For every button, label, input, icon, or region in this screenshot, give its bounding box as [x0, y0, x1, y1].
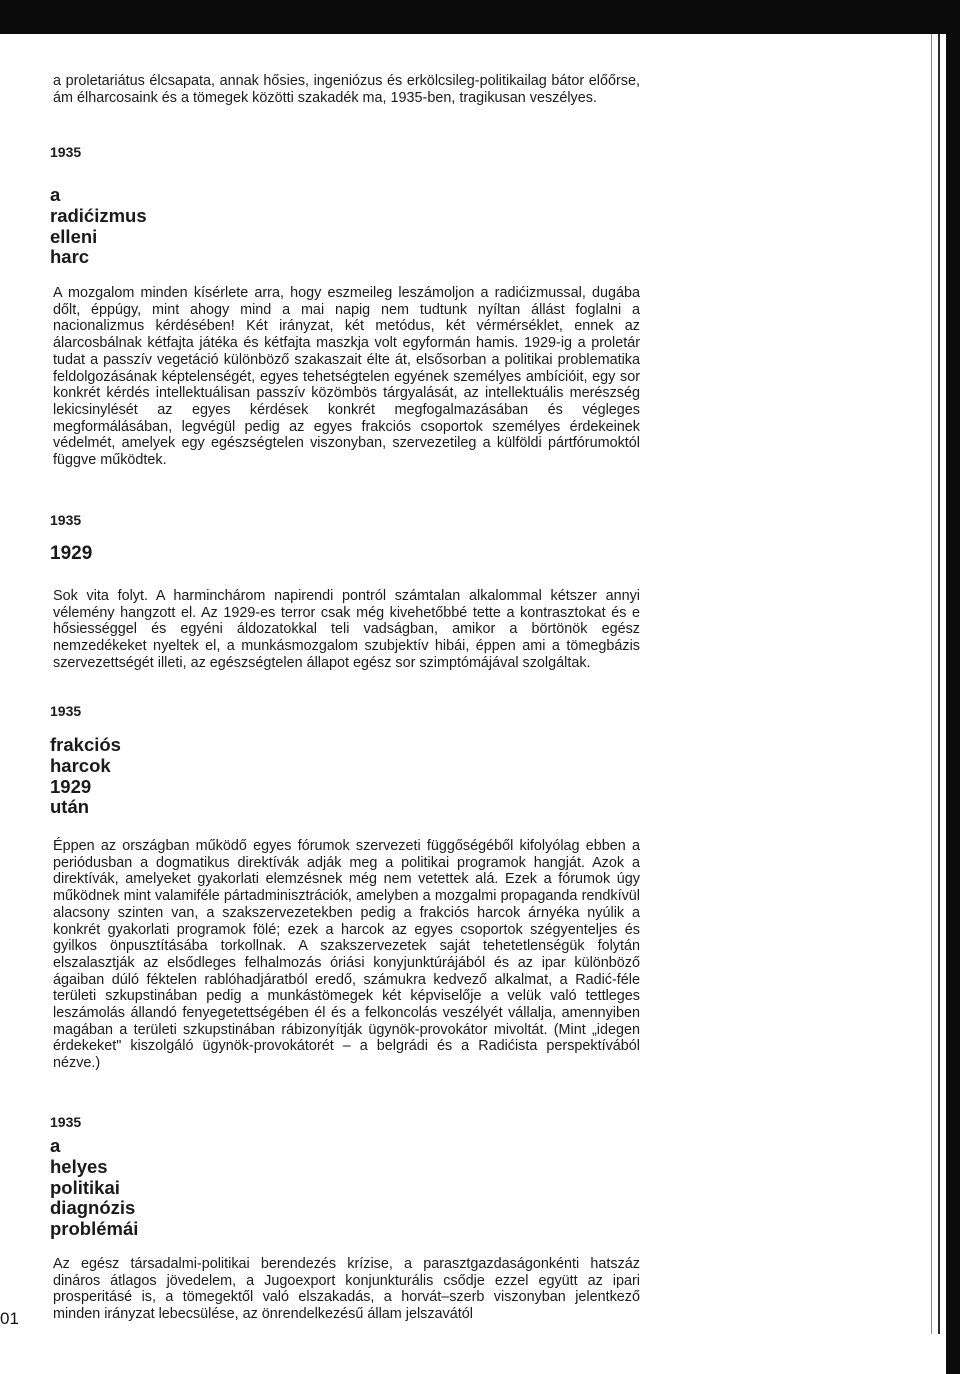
- paragraph-vita: Sok vita folyt. A harminchárom napirendi pontról számtalan alkalommal kétszer annyi vélemény hangzott el. Az 1929-es terror csak még kivehetőbbé tette a kontrasztokat és e hősiességgel és egyéni áldozatokkal teli vadságban, amikor a börtönök egész nemzedékeket nyeltek el, a munkásmozgalom szubjektív hibái, éppen ami a tömegbázis szervezettségét illeti, az egészségtelen állapot egész sor szimptómájával szolgáltak.: [53, 588, 640, 671]
- year-marker: 1935: [50, 512, 82, 528]
- scan-margin-line-thin: [931, 34, 932, 1334]
- heading-line: a: [50, 1135, 61, 1156]
- paragraph-forumok: Éppen az országban működő egyes fórumok szervezeti függőségéből kifolyólag ebben a periódusban a dogmatikus direktívák adják meg a politikai programok hangját. Azok a direktívák, amelyeket gyakorlati elemzésnek még nem vetettek alá. Ezek a fórumok úgy működnek mint valamiféle pártadminisztrációk, amelyben a mozgalmi propaganda rendkívül alacsony szinten van, a szakszervezetekben pedig a frakciós harcok árnyéka nyúlik a konkrét gyakorlati programok fölé; ezek a harcok az egyes csoportok szégyenteljes és gyilkos önpusztításába torkollnak. A szakszervezetek saját tehetetlenségük folytán elszalasztják az elsődleges felhalmozás óriási konyjunktúrájából és az ipar különböző ágaiban dúló féktelen rablóhadjáratból eredő, számukra kedvező alkalmat, a Radić-féle területi szkupstinában pedig a munkástömegek két képviselője a velük való tettleges leszámolás állandó fenyegetettségében él és a felkoncolás veszélyét vállalja, amennyiben magában a területi szkupstinában rábizonyítják ügynök-provokátor mivoltát. (Mint „idegen érdekeket" kiszolgáló ügynök-provokátorét – a belgrádi és a Radićista perspektívából nézve.): [53, 838, 640, 1072]
- scan-margin-line: [938, 34, 940, 1334]
- page-number: 01: [0, 1309, 19, 1328]
- heading-line: problémái: [50, 1218, 139, 1240]
- heading-line: harcok: [50, 754, 111, 776]
- heading-line: 1929: [50, 775, 92, 797]
- section-heading-frakcios-harcok: [50, 735, 121, 818]
- paragraph-krizis: Az egész társadalmi-politikai berendezés krízise, a parasztgazdaságonkénti hatszáz dináros átlagos jövedelem, a Jugoexport konjunkturális csődje ezzel együtt az ipari prosperitásé is, a tömegektől való elszakadás, a horvát–szerb viszonyban jelentkező minden irányzat lebecsülése, az önrendelkezésű állam jelszavától: [53, 1256, 640, 1323]
- paragraph-intro: a proletariátus élcsapata, annak hősies, ingeniózus és erkölcsileg-politikailag bátor előőrse, ám élharcosaink és a tömegek közötti szakadék ma, 1935-ben, tragikusan veszélyes.: [53, 73, 640, 106]
- heading-line: diagnózis: [50, 1197, 136, 1219]
- year-marker-large: 1929: [50, 543, 93, 564]
- heading-line: frakciós: [50, 734, 121, 755]
- heading-line: harc: [50, 246, 90, 268]
- year-marker: 1935: [50, 1114, 82, 1130]
- year-marker: 1935: [50, 144, 82, 160]
- heading-line: után: [50, 796, 90, 818]
- section-heading-radicizmus: [50, 185, 147, 268]
- scan-top-border: [0, 0, 960, 34]
- heading-line: elleni: [50, 225, 98, 247]
- heading-line: politikai: [50, 1176, 120, 1198]
- paragraph-radicizmus: A mozgalom minden kísérlete arra, hogy eszmeileg leszámoljon a radićizmussal, dugába dőlt, éppúgy, mint ahogy mind a mai napig nem tudtunk nyíltan állást foglalni a nacionalizmus kérdésében! Két irányzat, két metódus, két vérmérséklet, ennek az álarcosbálnak kétfajta játéka és kétfajta maszkja volt egyformán hamis. 1929-ig a proletár tudat a passzív vegetáció különböző szakaszait élte át, elsősorban a politikai problematika feldolgozásának képtelenségét, egyes tehetségtelen egyének személyes ambícióit, egy sor konkrét kérdés intellektuálisan passzív közömbös tárgyalását, az intellektuális merészség lekicsinylését az egyes kérdések konkrét megfogalmazásában és végleges megformálásában, legvégül pedig az egyes frakciós csoportok személyes érdekeinek védelmét, amelyek egy egészségtelen viszonyban, szervezetileg a külföldi pártfórumoktól függve működtek.: [53, 285, 640, 469]
- heading-line: a: [50, 184, 61, 205]
- year-marker: 1935: [50, 703, 82, 719]
- section-heading-diagnozis: [50, 1136, 138, 1240]
- heading-line: radićizmus: [50, 204, 147, 226]
- scan-right-border: [946, 0, 960, 1374]
- heading-line: helyes: [50, 1155, 108, 1177]
